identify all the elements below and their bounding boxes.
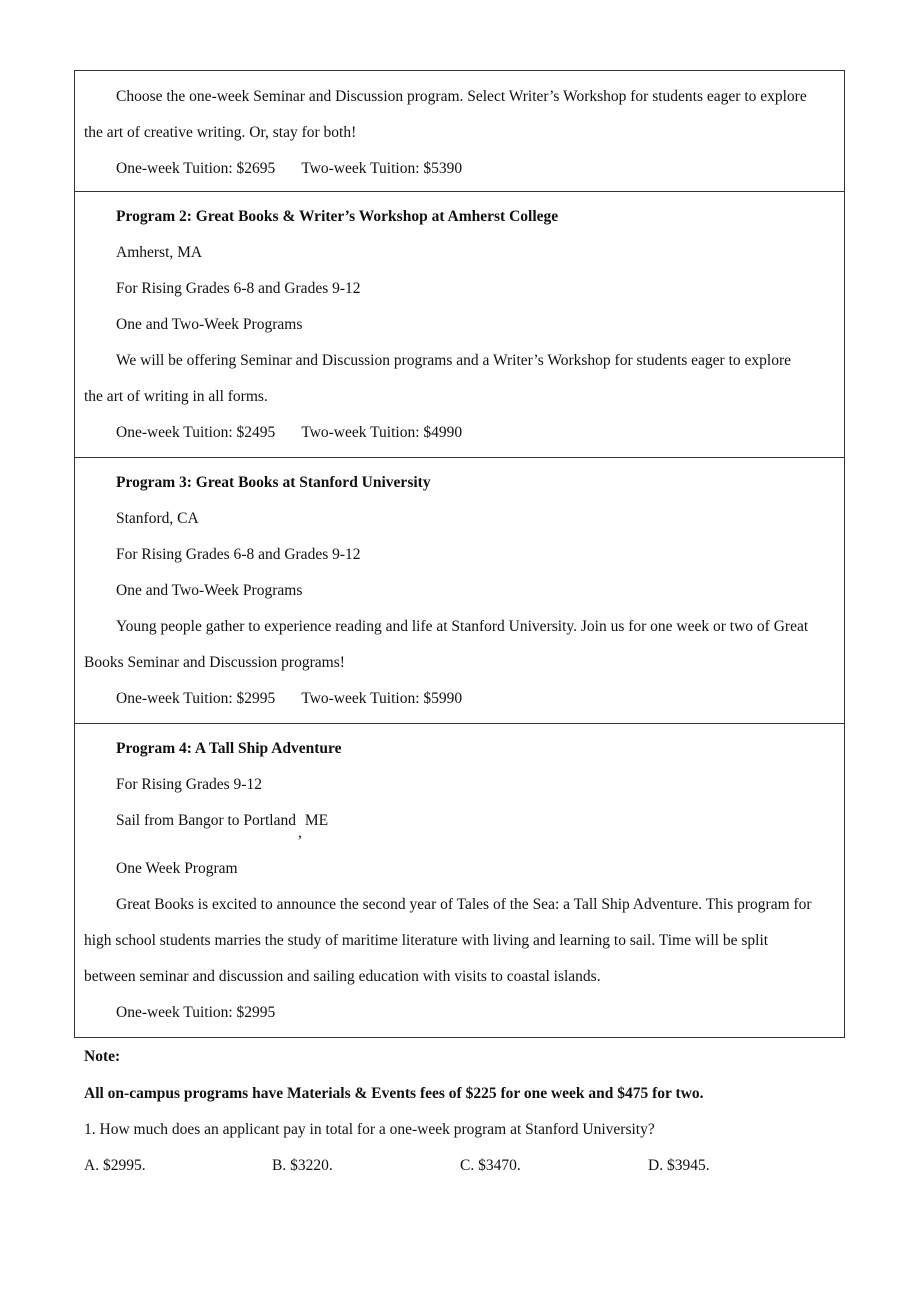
option-b: B. $3220. <box>272 1157 333 1174</box>
note-label: Note: <box>84 1048 121 1065</box>
program-2-tuition <box>116 423 462 443</box>
program-1-desc-line-1: Choose the one-week Seminar and Discussion program. Select Writer’s Workshop for students eager to explore <box>116 88 807 105</box>
program-4-route-state: ME <box>304 812 329 829</box>
program-4-route <box>116 811 329 841</box>
program-2-desc-line-1: We will be offering Seminar and Discussion programs and a Writer’s Workshop for students eager to explore <box>116 352 791 369</box>
program-1-box <box>74 70 845 192</box>
program-3-box <box>74 458 845 724</box>
program-2-location: Amherst, MA <box>116 244 203 261</box>
program-4-desc-line-3: between seminar and discussion and sailing education with visits to coastal islands. <box>84 968 601 985</box>
program-1-tuition-one: One-week Tuition: $2695 <box>116 160 276 177</box>
program-4-route-comma: , <box>297 824 302 841</box>
option-c: C. $3470. <box>460 1157 521 1174</box>
program-4-desc-line-2: high school students marries the study of maritime literature with living and learning to sail. Time will be split <box>84 932 769 949</box>
program-4-length: One Week Program <box>116 860 238 877</box>
program-4-tuition-one: One-week Tuition: $2995 <box>116 1004 276 1021</box>
program-3-length: One and Two-Week Programs <box>116 582 303 599</box>
program-1-desc-line-2: the art of creative writing. Or, stay for both! <box>84 124 357 141</box>
program-3-desc-line-1: Young people gather to experience reading and life at Stanford University. Join us for one week or two of Great <box>116 618 809 635</box>
program-1-tuition-two: Two-week Tuition: $5390 <box>301 160 463 177</box>
program-3-location: Stanford, CA <box>116 510 199 527</box>
note-text: All on-campus programs have Materials & Events fees of $225 for one week and $475 for two. <box>84 1085 704 1102</box>
program-4-route-text: Sail from Bangor to Portland <box>116 812 296 829</box>
program-3-grades: For Rising Grades 6-8 and Grades 9-12 <box>116 546 361 563</box>
program-2-tuition-one: One-week Tuition: $2495 <box>116 424 276 441</box>
program-2-title: Program 2: Great Books & Writer’s Workshop at Amherst College <box>116 208 559 225</box>
program-4-desc-line-1: Great Books is excited to announce the second year of Tales of the Sea: a Tall Ship Adventure. This program for <box>116 896 812 913</box>
question-stem: 1. How much does an applicant pay in total for a one-week program at Stanford University? <box>84 1121 655 1138</box>
program-1-tuition <box>116 159 462 179</box>
program-3-tuition-one: One-week Tuition: $2995 <box>116 690 276 707</box>
program-2-desc-line-2: the art of writing in all forms. <box>84 388 268 405</box>
program-2-box <box>74 192 845 458</box>
program-4-box <box>74 724 845 1038</box>
program-3-tuition-two: Two-week Tuition: $5990 <box>301 690 463 707</box>
program-4-grades: For Rising Grades 9-12 <box>116 776 262 793</box>
program-4-title: Program 4: A Tall Ship Adventure <box>116 740 342 757</box>
program-2-grades: For Rising Grades 6-8 and Grades 9-12 <box>116 280 361 297</box>
program-2-tuition-two: Two-week Tuition: $4990 <box>301 424 463 441</box>
program-3-tuition <box>116 689 462 709</box>
program-3-desc-line-2: Books Seminar and Discussion programs! <box>84 654 345 671</box>
option-d: D. $3945. <box>648 1157 710 1174</box>
program-3-title: Program 3: Great Books at Stanford University <box>116 474 431 491</box>
option-a: A. $2995. <box>84 1157 146 1174</box>
program-2-length: One and Two-Week Programs <box>116 316 303 333</box>
